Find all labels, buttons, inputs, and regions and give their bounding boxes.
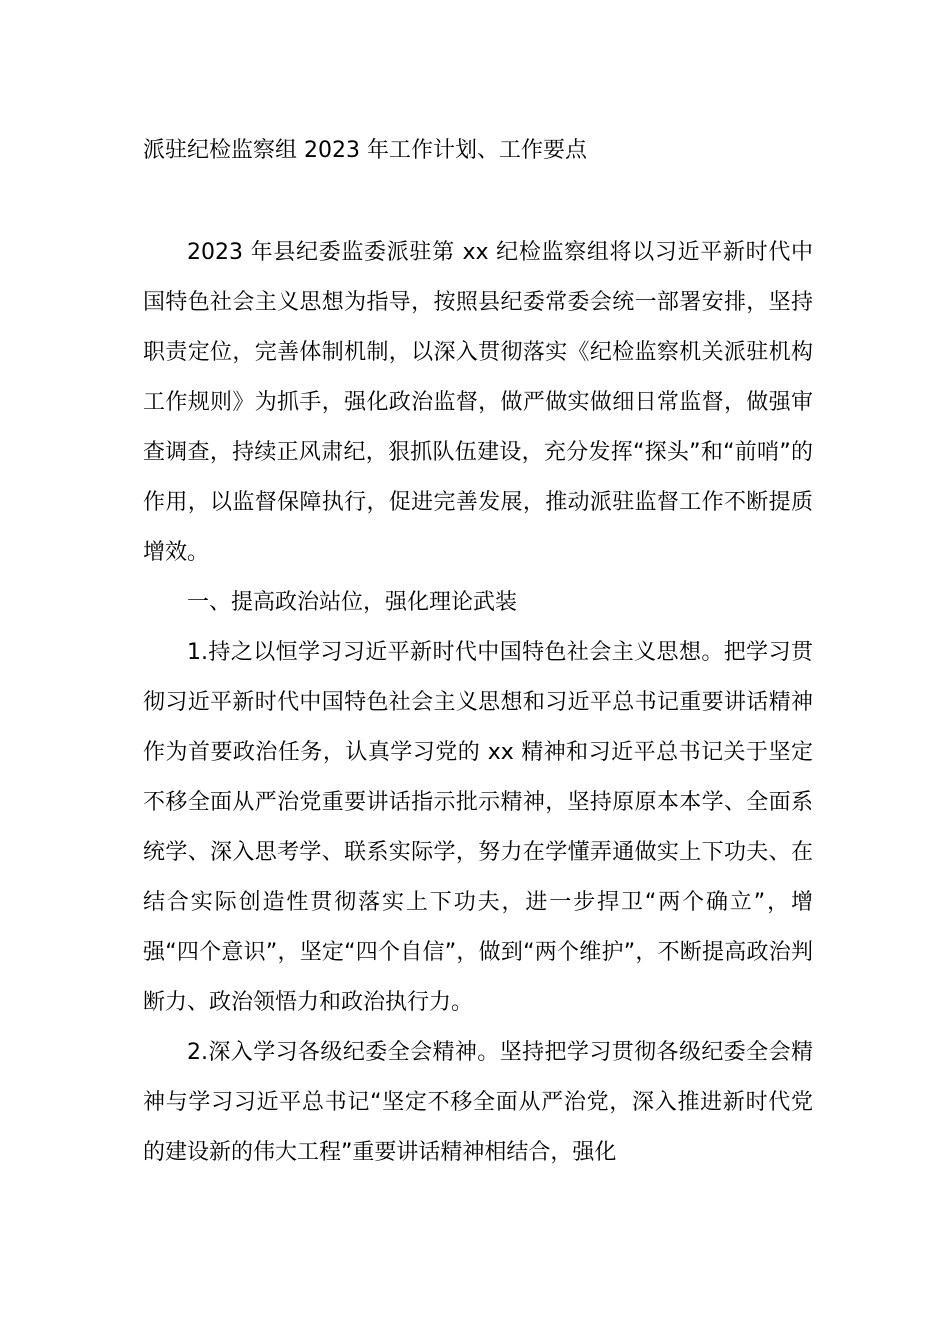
paragraph-item-1: 1.持之以恒学习习近平新时代中国特色社会主义思想。把学习贯彻习近平新时代中国特色社会主义思想和习近平总书记重要讲话精神作为首要政治任务，认真学习党的 xx 精神和习近平总书记关于坚定不移全面从严治党重要讲话指示批示精神，坚持原原本本学、全面系统学、深入思考学、联系实际学，努力在学懂弄通做实上下功夫、在结合实际创造性贯彻落实上下功夫，进一步捍卫“两个确立”，增强“四个意识”，坚定“四个自信”，做到“两个维护”，不断提高政治判断力、政治领悟力和政治执行力。 (143, 640, 813, 1015)
section-heading-1: 一、提高政治站位，强化理论武装 (187, 590, 518, 615)
document-title: 派驻纪检监察组 2023 年工作计划、工作要点 (143, 138, 587, 163)
paragraph-item-2: 2.深入学习各级纪委全会精神。坚持把学习贯彻各级纪委全会精神与学习习近平总书记“坚定不移全面从严治党，深入推进新时代党的建设新的伟大工程”重要讲话精神相结合，强化 (143, 1040, 813, 1165)
paragraph-intro: 2023 年县纪委监委派驻第 xx 纪检监察组将以习近平新时代中国特色社会主义思想为指导，按照县纪委常委会统一部署安排，坚持职责定位，完善体制机制，以深入贯彻落实《纪检监察机关派驻机构工作规则》为抓手，强化政治监督，做严做实做细日常监督，做强审查调查，持续正风肃纪，狠抓队伍建设，充分发挥“探头”和“前哨”的作用，以监督保障执行，促进完善发展，推动派驻监督工作不断提质增效。 (143, 240, 813, 565)
document-body (143, 228, 813, 1178)
